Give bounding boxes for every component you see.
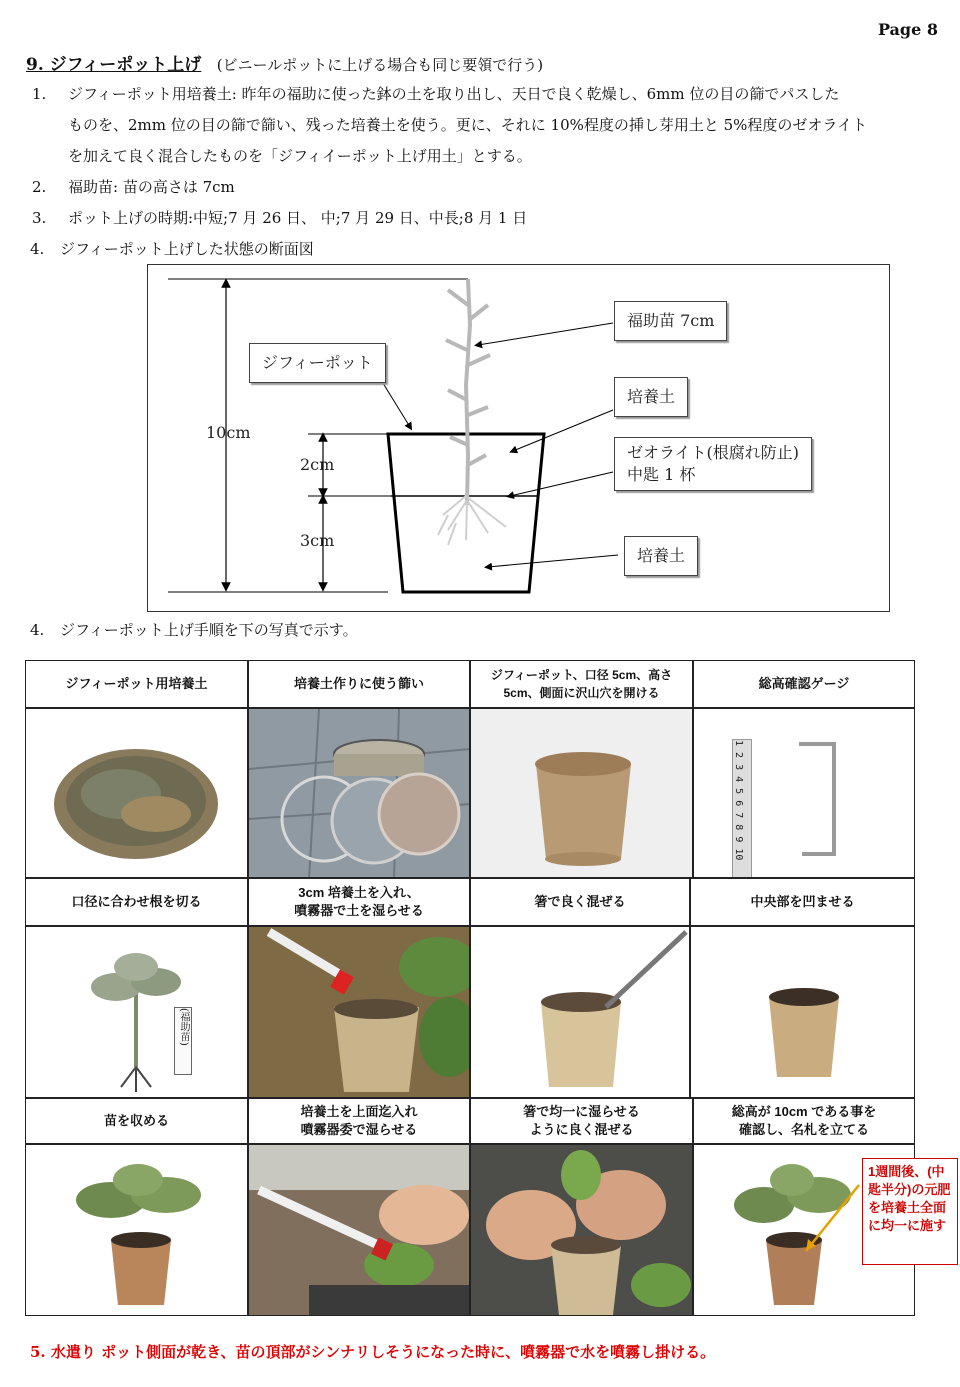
gauge-wire-image — [694, 709, 915, 878]
label-zeolite-line-1: ゼオライト(根腐れ防止) — [627, 443, 800, 462]
section-subtitle: (ビニールポットに上げる場合も同じ要領で行う) — [216, 56, 544, 74]
caption-r3-c3: 箸で均一に湿らせる ように良く混ぜる — [470, 1098, 693, 1144]
name-tag: (福助苗) — [174, 1007, 192, 1075]
photo-soil — [25, 708, 248, 878]
caption-r2-c1: 口径に合わせ根を切る — [25, 878, 248, 926]
item-5-number: 4. — [30, 621, 45, 639]
caption-r3-c1: 苗を収める — [25, 1098, 248, 1144]
item-2-text: 福助苗: 苗の高さは 7cm — [68, 178, 235, 196]
dim-total-label: 10cm — [206, 423, 251, 442]
item-4-number: 4. — [30, 240, 45, 258]
label-zeolite-line-2: 中匙 1 杯 — [627, 465, 696, 484]
label-zeolite — [614, 437, 812, 491]
photo-mix-chopstick — [470, 926, 690, 1098]
center-dent-image — [691, 927, 915, 1098]
photo-mist-soil — [248, 926, 470, 1098]
cross-section-diagram — [147, 264, 890, 612]
caption-r1-c1: ジフィーポット用培養土 — [25, 660, 248, 708]
photo-cut-roots — [25, 926, 248, 1098]
section-heading — [26, 50, 543, 75]
item-3-number: 3. — [32, 209, 47, 227]
photo-sieves — [248, 708, 470, 878]
place-seedling-image — [26, 1145, 248, 1316]
soil-pile-image — [26, 709, 248, 878]
item-1-line-2: ものを、2mm 位の目の篩で篩い、残った培養土を使う。更に、それに 10%程度の挿し芽用土と 5%程度のゼオライト — [68, 116, 867, 134]
label-seedling: 福助苗 7cm — [614, 301, 727, 341]
fill-soil-image — [249, 1145, 470, 1316]
caption-r1-c3: ジフィーポット、口径 5cm、高さ 5cm、側面に沢山穴を開ける — [470, 660, 693, 708]
item-2-number: 2. — [32, 178, 47, 196]
item-4-text: ジフィーポット上げした状態の断面図 — [60, 240, 314, 258]
item-3-text: ポット上げの時期:中短;7 月 26 日、 中;7 月 29 日、中長;8 月 1 日 — [68, 209, 528, 227]
caption-r1-c4: 総高確認ゲージ — [693, 660, 915, 708]
sieves-image — [249, 709, 470, 878]
mix-chopstick-image — [471, 927, 690, 1098]
seedling-roots — [438, 495, 506, 545]
photo-center-dent — [690, 926, 915, 1098]
item-5-text: ジフィーポット上げ手順を下の写真で示す。 — [60, 621, 358, 639]
caption-r1-c2: 培養土作りに使う篩い — [248, 660, 470, 708]
photo-height-gauge — [693, 708, 915, 878]
caption-r2-c3: 箸で良く混ぜる — [470, 878, 690, 926]
page-number: Page 8 — [877, 20, 938, 39]
caption-r3-c2: 培養土を上面迄入れ 噴霧器委で湿らせる — [248, 1098, 470, 1144]
watering-instruction: 5. 水遣り ポット側面が乾き、苗の頂部がシンナリしそうになった時に、噴霧器で水を噴霧し掛ける。 — [30, 1343, 716, 1361]
ruler-marks: 1 2 3 4 5 6 7 8 9 10 — [733, 740, 744, 861]
label-soil-bottom: 培養土 — [624, 536, 698, 576]
leader-soil-bottom — [488, 555, 618, 567]
caption-r2-c4: 中央部を凹ませる — [690, 878, 915, 926]
label-pot: ジフィーポット — [249, 343, 386, 383]
leader-seedling — [478, 323, 613, 345]
caption-r3-c4: 総高が 10cm である事を 確認し、名札を立てる — [693, 1098, 915, 1144]
leader-soil-top — [513, 410, 613, 451]
mist-soil-image — [249, 927, 470, 1098]
item-1-line-3: を加えて良く混合したものを「ジフィイーポット上げ用土」とする。 — [68, 147, 532, 165]
caption-r2-c2: 3cm 培養土を入れ、 噴霧器で土を湿らせる — [248, 878, 470, 926]
photo-place-seedling — [25, 1144, 248, 1316]
label-soil-top: 培養土 — [614, 377, 688, 417]
photo-jiffy-pot — [470, 708, 693, 878]
photo-fill-soil — [248, 1144, 470, 1316]
fertilizer-note: 1週間後、(中匙半分)の元肥を培養土全面に均一に施す — [862, 1158, 958, 1265]
section-title: 9. ジフィーポット上げ — [26, 55, 202, 75]
seedling-stem — [446, 279, 490, 505]
photo-even-mix — [470, 1144, 693, 1316]
leader-zeolite — [510, 472, 613, 496]
even-mix-image — [471, 1145, 693, 1316]
dim-bottom-label: 3cm — [300, 531, 335, 550]
cut-roots-image — [26, 927, 248, 1098]
item-1-line-1: ジフィーポット用培養土: 昨年の福助に使った鉢の土を取り出し、天日で良く乾燥し、6mm 位の目の篩でパスした — [68, 85, 840, 103]
item-1-number: 1. — [32, 85, 47, 103]
jiffy-pot-image — [471, 709, 693, 878]
dim-top-label: 2cm — [300, 455, 335, 474]
